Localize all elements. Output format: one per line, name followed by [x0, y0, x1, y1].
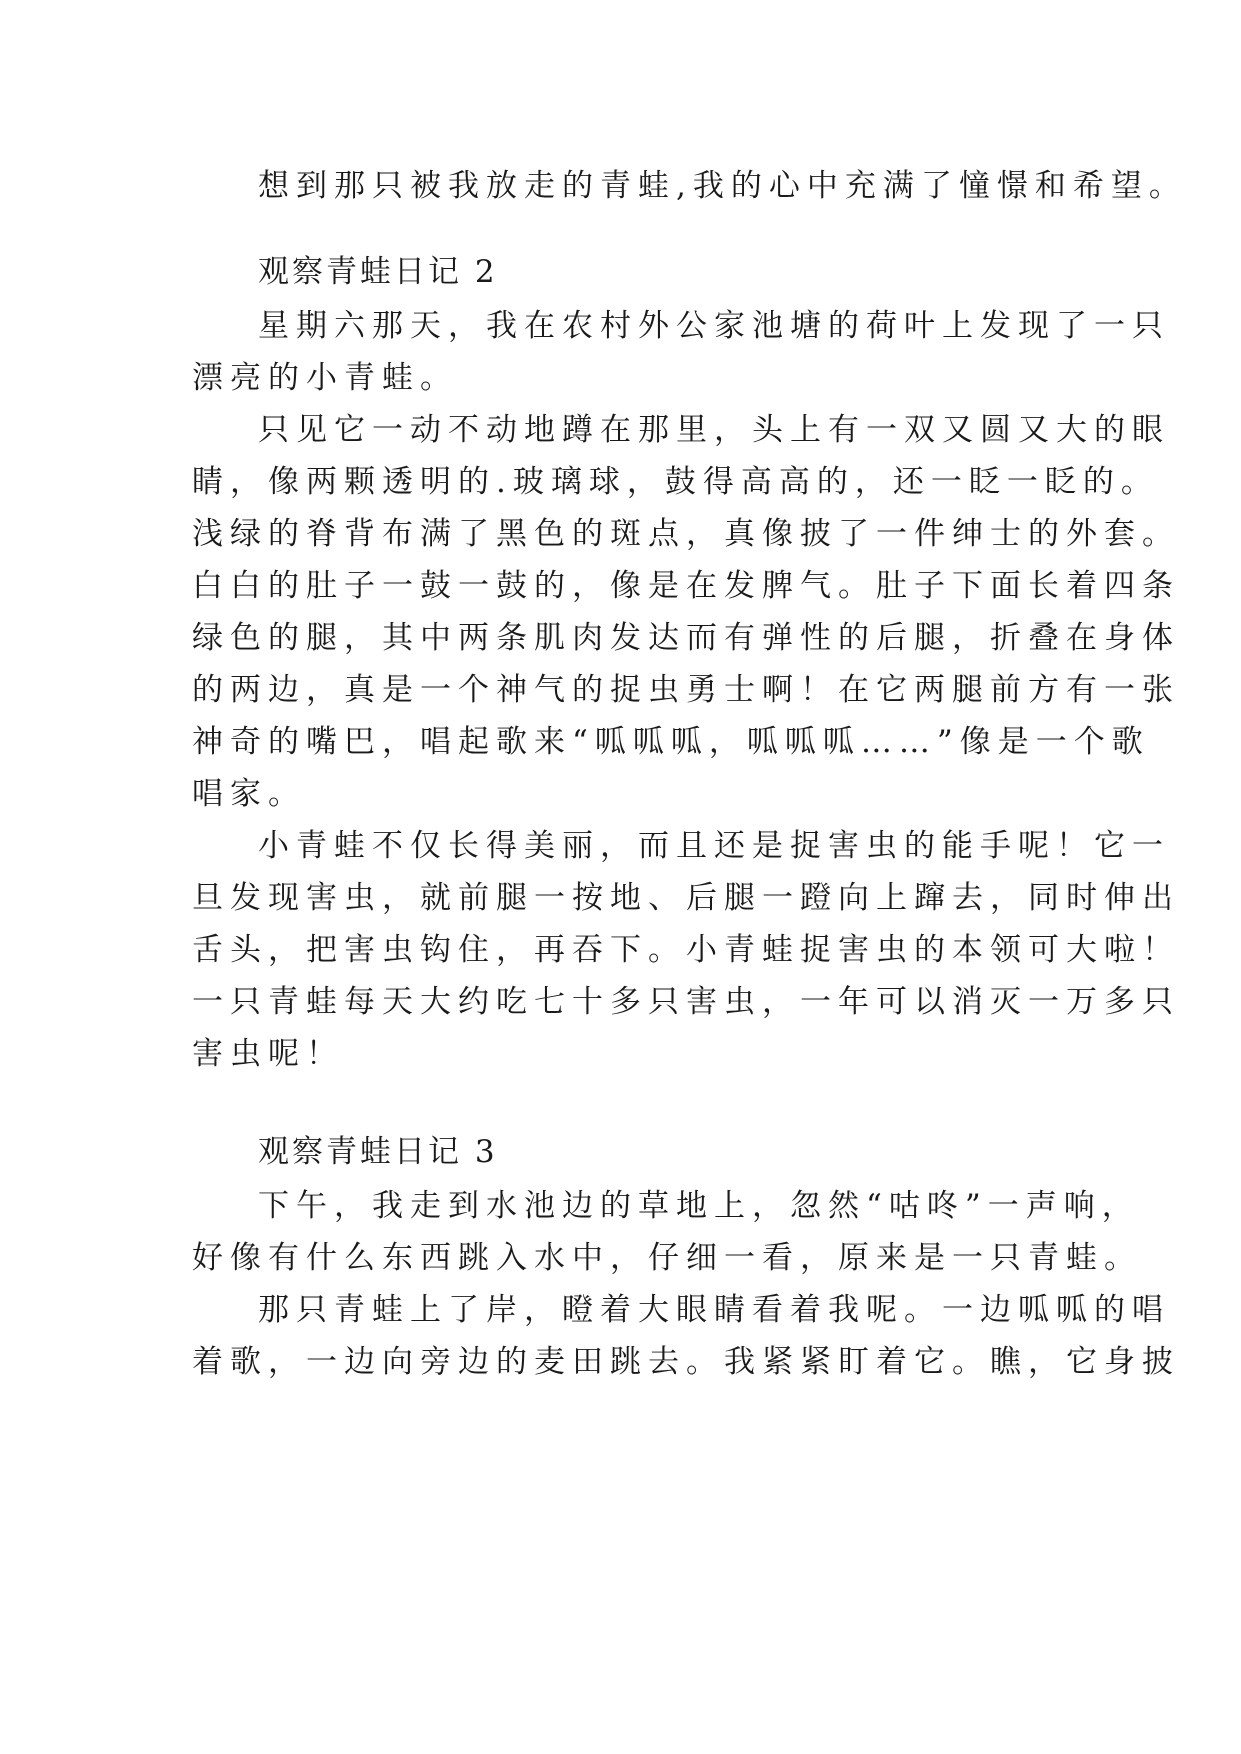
- diary2-p1-line: 漂亮的小青蛙。: [192, 360, 458, 396]
- diary2-p2-line: 白白的肚子一鼓一鼓的，像是在发脾气。肚子下面长着四条: [192, 568, 1180, 604]
- diary2-p2-line: 神奇的嘴巴，唱起歌来“呱呱呱，呱呱呱……”像是一个歌: [192, 724, 1150, 760]
- diary3-p2-line: 着歌，一边向旁边的麦田跳去。我紧紧盯着它。瞧，它身披: [192, 1344, 1180, 1380]
- diary2-p3-line: 小青蛙不仅长得美丽，而且还是捉害虫的能手呢！它一: [258, 828, 1170, 864]
- diary2-p3-line: 旦发现害虫，就前腿一按地、后腿一蹬向上蹿去，同时伸出: [192, 880, 1180, 916]
- diary3-p1-line: 好像有什么东西跳入水中，仔细一看，原来是一只青蛙。: [192, 1240, 1142, 1276]
- diary2-p1-line: 星期六那天，我在农村外公家池塘的荷叶上发现了一只: [258, 308, 1170, 344]
- diary2-p3-line: 舌头，把害虫钩住，再吞下。小青蛙捉害虫的本领可大啦！: [192, 932, 1180, 968]
- diary3-p1-line: 下午，我走到水池边的草地上，忽然“咕咚”一声响，: [258, 1188, 1140, 1224]
- diary2-p2-line: 的两边，真是一个神气的捉虫勇士啊！在它两腿前方有一张: [192, 672, 1180, 708]
- diary2-p2-line: 绿色的腿，其中两条肌肉发达而有弹性的后腿，折叠在身体: [192, 620, 1180, 656]
- diary3-p2-line: 那只青蛙上了岸，瞪着大眼睛看着我呢。一边呱呱的唱: [258, 1292, 1170, 1328]
- diary2-p2-line: 只见它一动不动地蹲在那里，头上有一双又圆又大的眼: [258, 412, 1170, 448]
- intro-line: 想到那只被我放走的青蛙,我的心中充满了憧憬和希望。: [258, 168, 1187, 204]
- diary2-p2-line: 浅绿的脊背布满了黑色的斑点，真像披了一件绅士的外套。: [192, 516, 1180, 552]
- diary2-p2-line: 唱家。: [192, 776, 306, 812]
- diary2-p2-line: 睛，像两颗透明的.玻璃球，鼓得高高的，还一眨一眨的。: [192, 464, 1159, 500]
- diary2-p3-line: 害虫呢！: [192, 1036, 344, 1072]
- diary2-p3-line: 一只青蛙每天大约吃七十多只害虫，一年可以消灭一万多只: [192, 984, 1180, 1020]
- diary2-title: 观察青蛙日记 2: [258, 254, 498, 290]
- diary3-title: 观察青蛙日记 3: [258, 1134, 498, 1170]
